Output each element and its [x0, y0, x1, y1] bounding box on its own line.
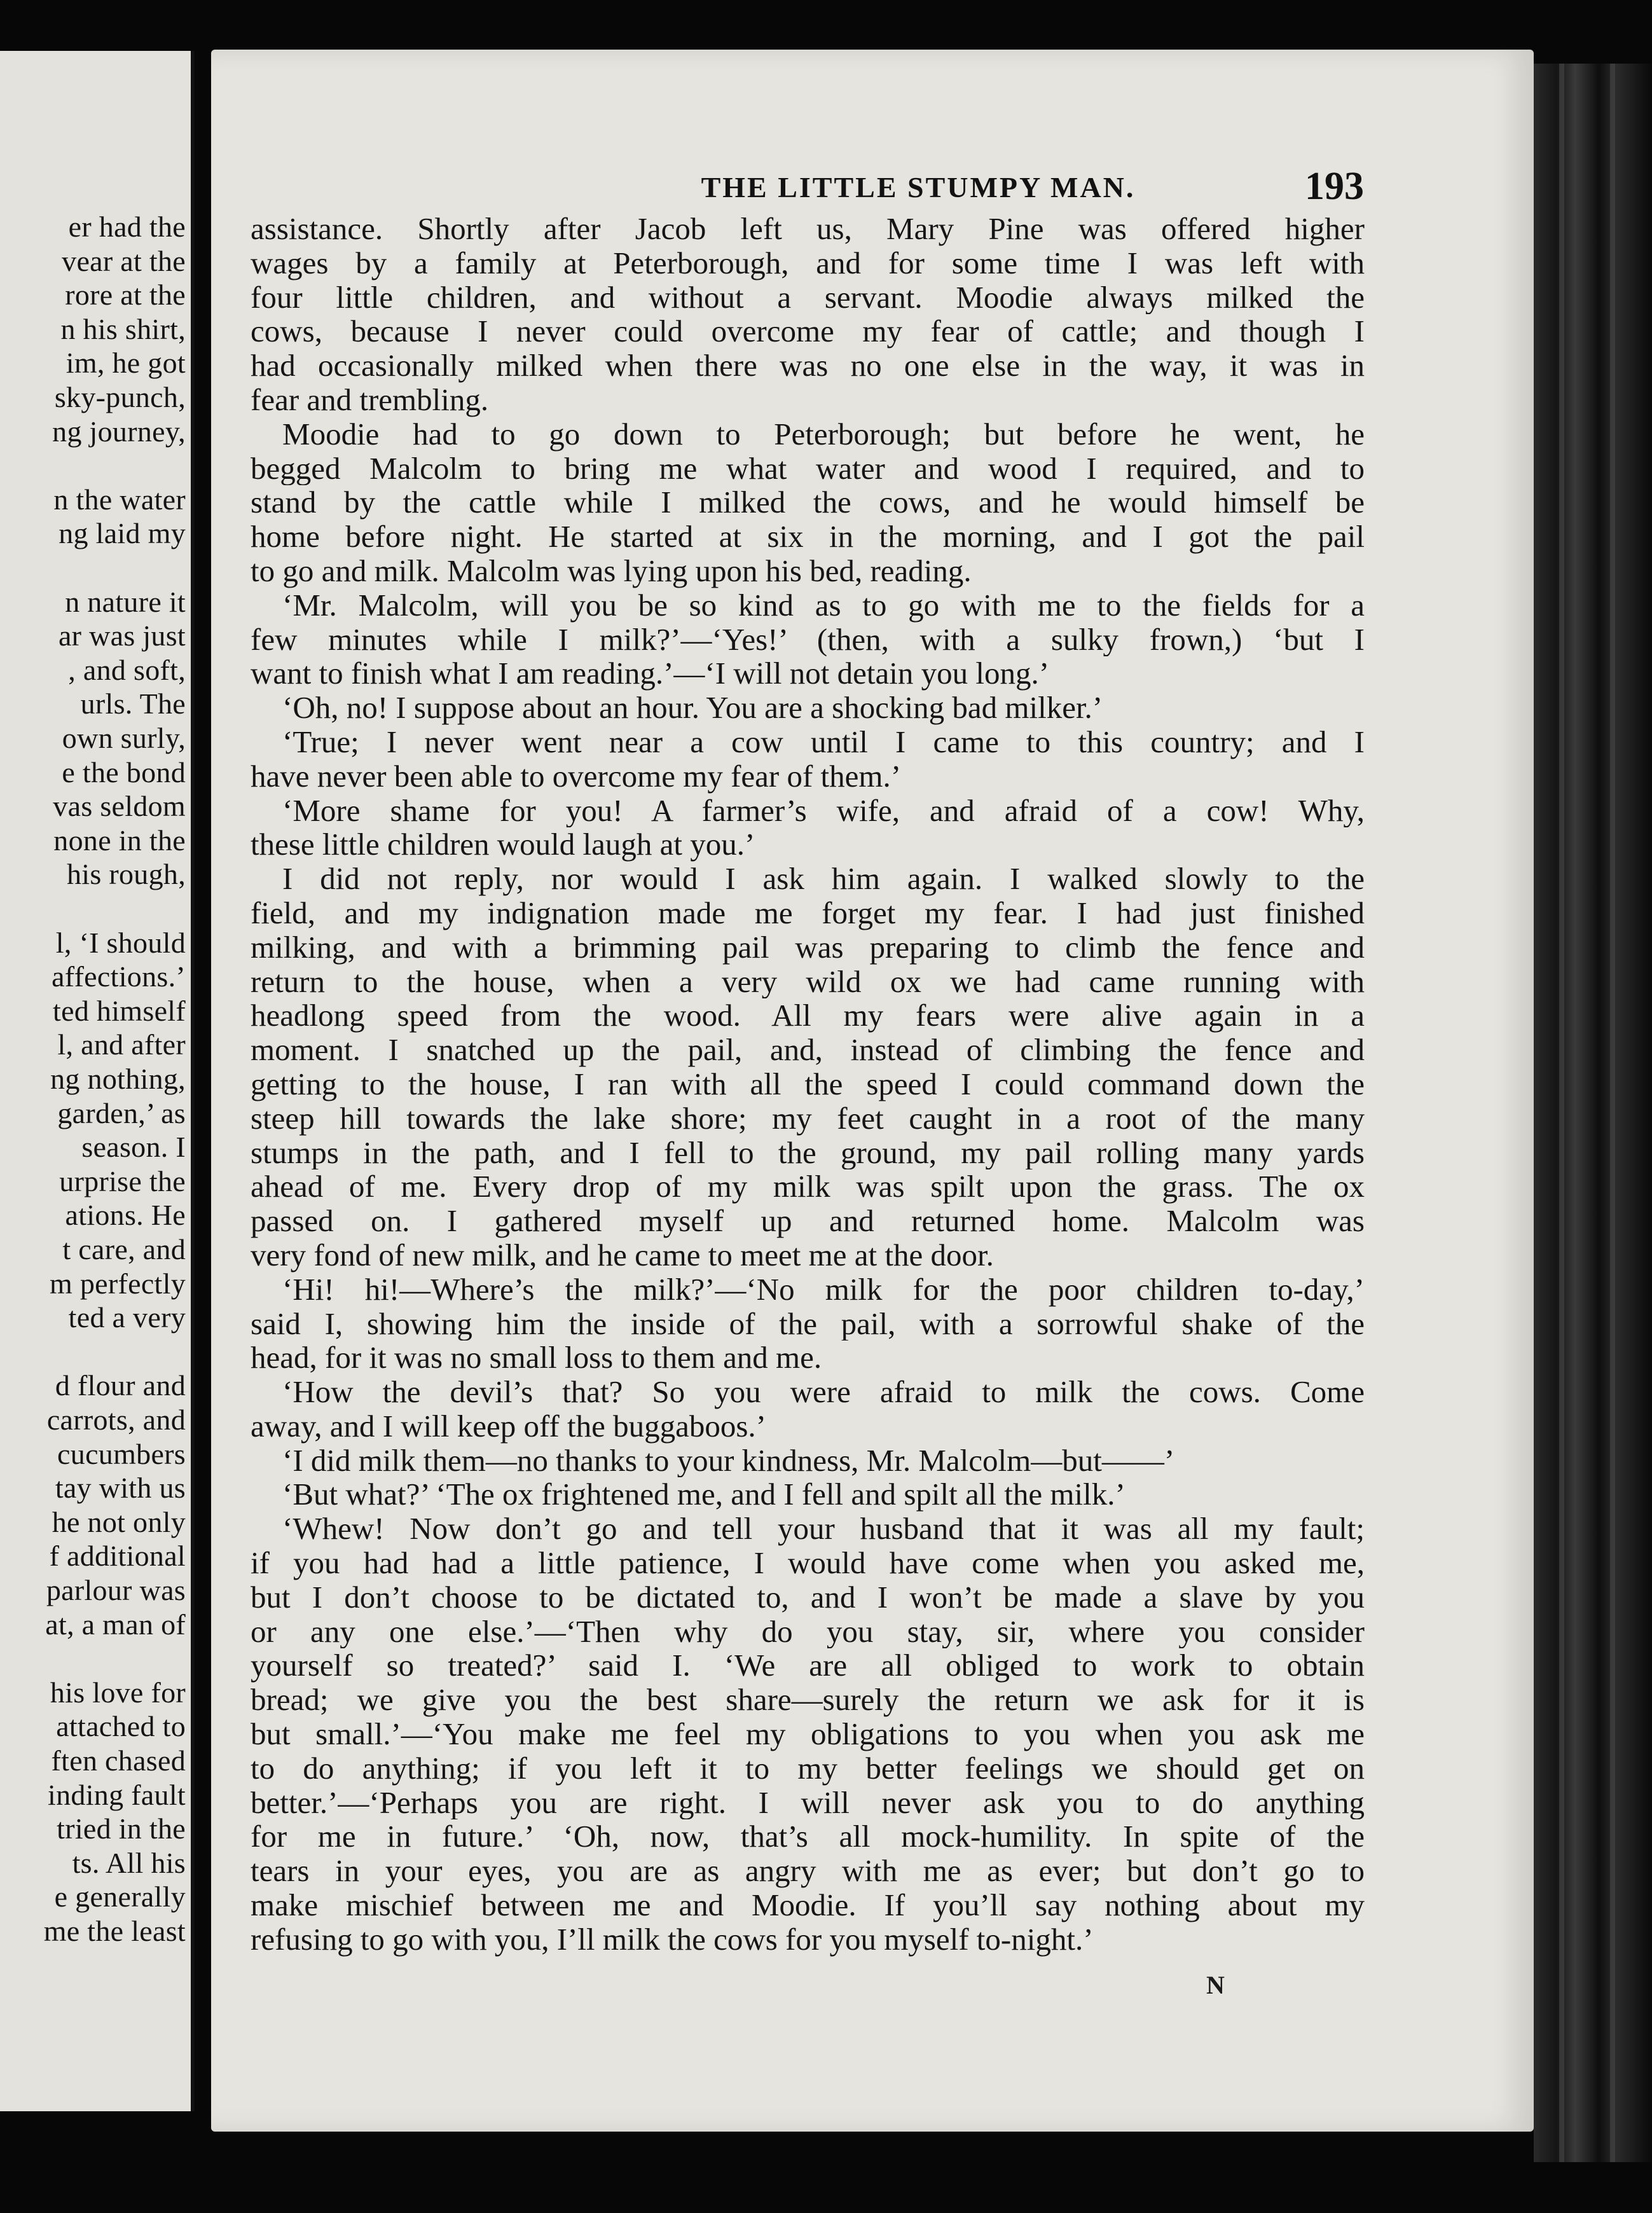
facing-page-line: cucumbers — [57, 1437, 186, 1470]
text-line: headlong speed from the wood. All my fears were alive again in a — [251, 998, 1365, 1033]
facing-page-line: t care, and — [62, 1233, 186, 1265]
facing-page-line: , and soft, — [68, 653, 186, 686]
facing-page-line: f additional — [49, 1540, 186, 1573]
facing-page-line: sky-punch, — [54, 381, 186, 413]
facing-page-line: carrots, and — [46, 1403, 186, 1436]
facing-page-line: none in the — [53, 824, 186, 857]
text-line: passed on. I gathered myself up and returned home. Malcolm was — [251, 1204, 1365, 1238]
text-line: ‘But what?’ ‘The ox frightened me, and I fell and spilt all the milk.’ — [282, 1477, 1125, 1512]
text-line: begged Malcolm to bring me what water and wood I required, and to — [251, 451, 1365, 486]
facing-page-line: l, ‘I should — [55, 926, 186, 959]
text-line: but I don’t choose to be dictated to, and I won’t be made a slave by you — [251, 1580, 1365, 1615]
text-line: steep hill towards the lake shore; my feet caught in a root of the many — [251, 1101, 1365, 1136]
text-line: assistance. Shortly after Jacob left us, Mary Pine was offered higher — [251, 212, 1365, 246]
text-line: getting to the house, I ran with all the speed I could command down the — [251, 1066, 1365, 1101]
text-line: moment. I snatched up the pail, and, instead of climbing the fence and — [251, 1033, 1365, 1067]
text-line: ‘Oh, no! I suppose about an hour. You are a shocking bad milker.’ — [282, 691, 1103, 725]
facing-page-line: ts. All his — [72, 1846, 186, 1879]
text-line: four little children, and without a servant. Moodie always milked the — [251, 280, 1365, 315]
text-line: these little children would laugh at you.’ — [251, 827, 755, 862]
facing-page-line: ften chased — [51, 1744, 186, 1777]
facing-page-line: parlour was — [46, 1574, 186, 1606]
facing-page-line: tried in the — [57, 1812, 186, 1845]
facing-page-line: attached to — [56, 1710, 186, 1743]
facing-page-line: garden,’ as — [57, 1096, 186, 1129]
text-line: milking, and with a brimming pail was preparing to climb the fence and — [251, 930, 1365, 965]
text-line: ‘I did milk them—no thanks to your kindness, Mr. Malcolm—but——’ — [282, 1443, 1175, 1478]
text-line: ‘More shame for you! A farmer’s wife, and afraid of a cow! Why, — [282, 793, 1365, 828]
text-line: fear and trembling. — [251, 382, 489, 417]
text-line: tears in your eyes, you are as angry with me as ever; but don’t go to — [251, 1854, 1365, 1889]
running-head: THE LITTLE STUMPY MAN. — [701, 171, 1136, 203]
text-line: ‘Hi! hi!—Where’s the milk?’—‘No milk for the poor children to-day,’ — [282, 1272, 1365, 1307]
text-line: had occasionally milked when there was no one else in the way, it was in — [251, 348, 1365, 383]
facing-page-line: urls. The — [80, 687, 186, 720]
text-line: head, for it was no small loss to them and me. — [251, 1341, 822, 1375]
text-line: Moodie had to go down to Peterborough; but before he went, he — [282, 417, 1365, 452]
facing-page-line: ted himself — [53, 994, 186, 1027]
text-line: ‘Whew! Now don’t go and tell your husband that it was all my fault; — [282, 1512, 1365, 1547]
text-line: wages by a family at Peterborough, and for some time I was left with — [251, 245, 1365, 280]
facing-page-line: er had the — [68, 210, 186, 243]
page-number: 193 — [1305, 165, 1364, 208]
book-page — [211, 50, 1534, 2132]
facing-page-line: at, a man of — [45, 1608, 186, 1641]
facing-page-line: e the bond — [62, 755, 186, 789]
facing-page-line: his rough, — [67, 858, 186, 891]
facing-page-line: affections.’ — [52, 960, 186, 993]
facing-page-line: n his shirt, — [60, 312, 186, 345]
facing-page-line: rore at the — [65, 279, 186, 312]
text-line: ‘True; I never went near a cow until I came to this country; and I — [282, 724, 1365, 759]
text-line: I did not reply, nor would I ask him again. I walked slowly to the — [282, 862, 1365, 896]
text-line: bread; we give you the best share—surely the return we ask for it is — [251, 1683, 1365, 1718]
text-line: want to finish what I am reading.’—‘I will not detain you long.’ — [251, 656, 1050, 691]
facing-page-line: ng journey, — [52, 415, 186, 448]
facing-page-line: inding fault — [48, 1778, 186, 1811]
facing-page-line: his love for — [50, 1676, 186, 1709]
text-line: stand by the cattle while I milked the cows, and he would himself be — [251, 485, 1365, 520]
text-line: stumps in the path, and I fell to the ground, my pail rolling many yards — [251, 1135, 1365, 1170]
text-line: refusing to go with you, I’ll milk the cows for you myself to-night.’ — [251, 1922, 1094, 1957]
facing-page-line: ng laid my — [59, 517, 186, 550]
facing-page-line: own surly, — [62, 722, 186, 754]
facing-page-line: vas seldom — [53, 790, 186, 823]
facing-page-line: im, he got — [65, 347, 186, 380]
facing-page-line: ng nothing, — [50, 1063, 186, 1095]
facing-page-line: me the least — [43, 1915, 186, 1947]
facing-page-line: l, and after — [57, 1028, 186, 1061]
text-line: cows, because I never could overcome my fear of cattle; and though I — [251, 314, 1365, 349]
text-line: ‘How the devil’s that? So you were afraid to milk the cows. Come — [282, 1375, 1365, 1409]
text-line: have never been able to overcome my fear of them.’ — [251, 759, 902, 794]
text-line: very fond of new milk, and he came to meet me at the door. — [251, 1237, 994, 1272]
facing-page-line: tay with us — [55, 1472, 186, 1505]
facing-page-line: ations. He — [65, 1199, 186, 1232]
text-line: if you had had a little patience, I would have come when you asked me, — [251, 1546, 1365, 1580]
facing-page-line: season. I — [81, 1131, 186, 1164]
text-line: better.’—‘Perhaps you are right. I will never ask you to do anything — [251, 1785, 1365, 1820]
text-line: make mischief between me and Moodie. If you’ll say nothing about my — [251, 1888, 1365, 1922]
facing-page-line: urprise the — [59, 1164, 186, 1197]
book-spine — [1534, 64, 1652, 2162]
text-line: but small.’—‘You make me feel my obligations to you when you ask me — [251, 1717, 1365, 1751]
facing-page-line: n the water — [53, 483, 186, 516]
text-line: away, and I will keep off the buggaboos.’ — [251, 1409, 766, 1444]
facing-page-line: e generally — [54, 1880, 186, 1913]
facing-page-line: ted a very — [68, 1301, 186, 1334]
spine-edge — [1610, 64, 1615, 2162]
text-line: few minutes while I milk?’—‘Yes!’ (then, with a sulky frown,) ‘but I — [251, 622, 1365, 657]
facing-page-line: m perfectly — [49, 1267, 186, 1300]
facing-page-line: ar was just — [58, 619, 186, 652]
signature-mark: N — [1206, 1971, 1225, 1999]
facing-page-line: he not only — [52, 1505, 186, 1538]
text-line: return to the house, when a very wild ox we had came running with — [251, 964, 1365, 999]
text-line: home before night. He started at six in the morning, and I got the pail — [251, 520, 1365, 554]
text-line: or any one else.’—‘Then why do you stay, sir, where you consider — [251, 1614, 1365, 1649]
text-line: said I, showing him the inside of the pail, with a sorrowful shake of the — [251, 1306, 1365, 1341]
facing-page-line: n nature it — [65, 585, 186, 618]
text-line: field, and my indignation made me forget my fear. I had just finished — [251, 895, 1365, 930]
facing-page-line: vear at the — [62, 244, 186, 277]
text-line: yourself so treated?’ said I. ‘We are all obliged to work to obtain — [251, 1648, 1365, 1683]
facing-page-line: d flour and — [55, 1369, 186, 1402]
body-text — [251, 212, 1365, 1957]
text-line: to do anything; if you left it to my better feelings we should get on — [251, 1751, 1365, 1786]
text-line: ‘Mr. Malcolm, will you be so kind as to go with me to the fields for a — [282, 588, 1365, 623]
text-line: ahead of me. Every drop of my milk was spilt upon the grass. The ox — [251, 1169, 1365, 1204]
text-line: for me in future.’ ‘Oh, now, that’s all mock-humility. In spite of the — [251, 1819, 1365, 1854]
text-line: to go and milk. Malcolm was lying upon his bed, reading. — [251, 553, 972, 588]
spine-edge — [1559, 64, 1564, 2162]
facing-page-fragment — [0, 51, 195, 2111]
